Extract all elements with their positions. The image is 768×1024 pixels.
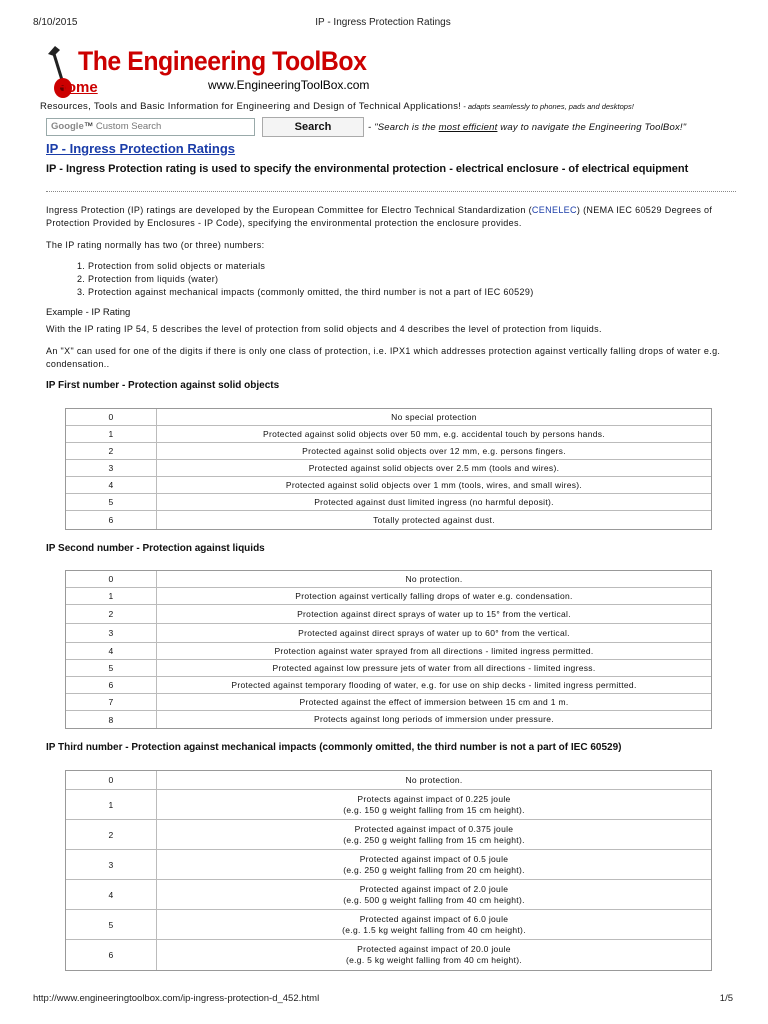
liquids-table xyxy=(65,570,712,729)
tagline xyxy=(40,101,634,112)
table-row xyxy=(66,426,711,443)
example-text: With the IP rating IP 54, 5 describes the level of protection from solid objects and 4 describes the level of protection from liquids. xyxy=(46,324,602,334)
table-row xyxy=(66,571,711,588)
ip-digit: 5 xyxy=(66,910,157,940)
protection-description xyxy=(157,940,711,970)
ip-digit: 6 xyxy=(66,511,157,529)
intro-pre: Ingress Protection (IP) ratings are developed by the European Committee for Electro Technical Standardization ( xyxy=(46,205,532,215)
site-name: The Engineering ToolBox xyxy=(78,46,367,76)
protection-description xyxy=(157,850,711,880)
description-line: Protection against direct sprays of water up to 15° from the vertical. xyxy=(297,608,571,619)
search-tip-post: way to navigate the Engineering ToolBox!" xyxy=(497,122,687,133)
x-paragraph: An "X" can used for one of the digits if there is only one class of protection, i.e. IPX1 which addresses protection against vertically falling drops of water e.g. condensation.. xyxy=(46,346,721,369)
ip-digit: 8 xyxy=(66,711,157,728)
description-line: Protected against solid objects over 1 mm (tools, wires, and small wires). xyxy=(285,479,583,490)
home-link[interactable]: Home xyxy=(56,79,98,96)
description-line: Protected against solid objects over 12 mm, e.g. persons fingers. xyxy=(302,445,566,456)
table-row xyxy=(66,624,711,643)
table-row xyxy=(66,460,711,477)
ip-digit: 7 xyxy=(66,694,157,711)
table-row xyxy=(66,588,711,605)
protection-description xyxy=(157,426,711,443)
search-tip xyxy=(368,122,686,133)
print-title: IP - Ingress Protection Ratings xyxy=(315,17,451,28)
protection-description xyxy=(157,605,711,624)
intro-post: ) (NEMA IEC 60529 Degrees of Protection Provided by Enclosures - IP Code), specifying the environmental protection the enclosure provides. xyxy=(46,205,713,228)
description-line: Protected against impact of 20.0 joule xyxy=(357,944,511,954)
print-header xyxy=(33,17,733,31)
description-line: Protected against impact of 6.0 joule xyxy=(359,913,509,924)
table-row xyxy=(66,850,711,880)
page-number: 1/5 xyxy=(719,993,733,1004)
ip-digit: 6 xyxy=(66,940,157,970)
protection-description xyxy=(157,711,711,728)
table-row xyxy=(66,409,711,426)
divider xyxy=(46,191,736,192)
table-row xyxy=(66,511,711,529)
table-row xyxy=(66,771,711,790)
protection-description xyxy=(157,880,711,910)
ip-digit: 0 xyxy=(66,571,157,588)
table-row xyxy=(66,643,711,660)
ip-digit: 3 xyxy=(66,624,157,643)
description-line: Protected against the effect of immersion between 15 cm and 1 m. xyxy=(299,696,569,707)
ip-digit: 0 xyxy=(66,409,157,426)
description-line: (e.g. 250 g weight falling from 15 cm height). xyxy=(343,834,525,845)
print-date: 8/10/2015 xyxy=(33,17,78,28)
description-line: No protection. xyxy=(405,774,463,785)
description-line: Protected against impact of 2.0 joule xyxy=(359,883,509,894)
ip-digit: 2 xyxy=(66,605,157,624)
description-line: Protected against solid objects over 50 mm, e.g. accidental touch by persons hands. xyxy=(263,428,605,439)
description-line: (e.g. 5 kg weight falling from 40 cm height). xyxy=(345,955,523,965)
cenelec-link[interactable]: CENELEC xyxy=(531,205,577,215)
table-row xyxy=(66,711,711,728)
tagline-text: Resources, Tools and Basic Information for Engineering and Design of Technical Applications! xyxy=(40,101,462,112)
tagline-small: - adapts seamlessly to phones, pads and desktops! xyxy=(461,102,634,111)
description-line: Protected against low pressure jets of water from all directions - limited ingress. xyxy=(272,662,596,673)
protection-description xyxy=(157,910,711,940)
list-item: 2. Protection from liquids (water) xyxy=(88,273,534,286)
table-row xyxy=(66,880,711,910)
solid-objects-table xyxy=(65,408,712,530)
protection-description xyxy=(157,477,711,494)
description-line: Protects against long periods of immersion under pressure. xyxy=(314,714,554,724)
description-line: Protects against impact of 0.225 joule xyxy=(357,793,511,804)
example-label: Example - IP Rating xyxy=(46,307,131,318)
description-line: Protected against impact of 0.375 joule xyxy=(354,823,514,834)
lead-paragraph: IP - Ingress Protection rating is used to specify the environmental protection - electrical enclosure - of electrical equipment xyxy=(46,163,689,175)
rating-intro: The IP rating normally has two (or three) numbers: xyxy=(46,240,265,250)
protection-description xyxy=(157,624,711,643)
table3-heading: IP Third number - Protection against mechanical impacts (commonly omitted, the third number is not a part of IEC 60529) xyxy=(46,742,622,753)
protection-description xyxy=(157,771,711,790)
table-row xyxy=(66,910,711,940)
table-row xyxy=(66,940,711,970)
description-line: (e.g. 1.5 kg weight falling from 40 cm height). xyxy=(342,924,526,935)
ip-digit: 3 xyxy=(66,850,157,880)
description-line: Protected against temporary flooding of water, e.g. for use on ship decks - limited ingress permitted. xyxy=(231,679,637,690)
ip-digit: 4 xyxy=(66,880,157,910)
ip-digit: 6 xyxy=(66,677,157,694)
protection-description xyxy=(157,443,711,460)
table-row xyxy=(66,477,711,494)
intro-paragraph xyxy=(46,204,736,230)
ip-digit: 0 xyxy=(66,771,157,790)
table-row xyxy=(66,660,711,677)
ip-digit: 5 xyxy=(66,494,157,511)
ip-digit: 5 xyxy=(66,660,157,677)
page-title[interactable]: IP - Ingress Protection Ratings xyxy=(46,141,236,156)
protection-description xyxy=(157,460,711,477)
table-row xyxy=(66,790,711,820)
impacts-table xyxy=(65,770,712,971)
list-item: 1. Protection from solid objects or materials xyxy=(88,260,534,273)
table1-heading: IP First number - Protection against solid objects xyxy=(46,380,280,391)
ip-digit: 1 xyxy=(66,588,157,605)
google-logo: Google xyxy=(51,121,84,132)
site-url[interactable]: www.EngineeringToolBox.com xyxy=(208,78,370,92)
table-row xyxy=(66,694,711,711)
rating-list xyxy=(46,260,534,299)
protection-description xyxy=(157,588,711,605)
table-row xyxy=(66,820,711,850)
description-line: No protection. xyxy=(405,573,463,584)
protection-description xyxy=(157,677,711,694)
search-tip-pre: - "Search is the xyxy=(368,122,439,133)
ip-digit: 2 xyxy=(66,443,157,460)
protection-description xyxy=(157,409,711,426)
search-button[interactable]: Search xyxy=(262,117,364,137)
protection-description xyxy=(157,571,711,588)
table-row xyxy=(66,605,711,624)
protection-description xyxy=(157,494,711,511)
ip-digit: 1 xyxy=(66,790,157,820)
protection-description xyxy=(157,660,711,677)
description-line: Totally protected against dust. xyxy=(373,514,495,525)
description-line: (e.g. 500 g weight falling from 40 cm height). xyxy=(343,894,525,905)
search-tip-link[interactable]: most efficient xyxy=(438,122,498,133)
table-row xyxy=(66,677,711,694)
ip-digit: 3 xyxy=(66,460,157,477)
table-row xyxy=(66,443,711,460)
protection-description xyxy=(157,790,711,820)
description-line: Protected against direct sprays of water up to 60° from the vertical. xyxy=(298,627,570,638)
ip-digit: 2 xyxy=(66,820,157,850)
search-input[interactable]: Google™ Custom Search xyxy=(46,118,255,136)
description-line: Protection against water sprayed from all directions - limited ingress permitted. xyxy=(274,645,594,656)
search-placeholder: Custom Search xyxy=(95,121,162,132)
table2-heading: IP Second number - Protection against liquids xyxy=(46,543,265,554)
description-line: No special protection xyxy=(391,411,477,422)
description-line: Protected against impact of 0.5 joule xyxy=(359,853,509,864)
description-line: Protected against solid objects over 2.5 mm (tools and wires). xyxy=(308,462,560,473)
protection-description xyxy=(157,643,711,660)
description-line: (e.g. 250 g weight falling from 20 cm height). xyxy=(343,864,525,875)
description-line: Protection against vertically falling drops of water e.g. condensation. xyxy=(295,590,573,601)
ip-digit: 4 xyxy=(66,477,157,494)
ip-digit: 4 xyxy=(66,643,157,660)
ip-digit: 1 xyxy=(66,426,157,443)
description-line: Protected against dust limited ingress (no harmful deposit). xyxy=(314,496,554,507)
protection-description xyxy=(157,511,711,529)
print-url: http://www.engineeringtoolbox.com/ip-ingress-protection-d_452.html xyxy=(33,993,320,1004)
description-line: (e.g. 150 g weight falling from 15 cm height). xyxy=(343,804,525,815)
table-row xyxy=(66,494,711,511)
protection-description xyxy=(157,820,711,850)
protection-description xyxy=(157,694,711,711)
list-item: 3. Protection against mechanical impacts (commonly omitted, the third number is not a part of IEC 60529) xyxy=(88,286,534,299)
